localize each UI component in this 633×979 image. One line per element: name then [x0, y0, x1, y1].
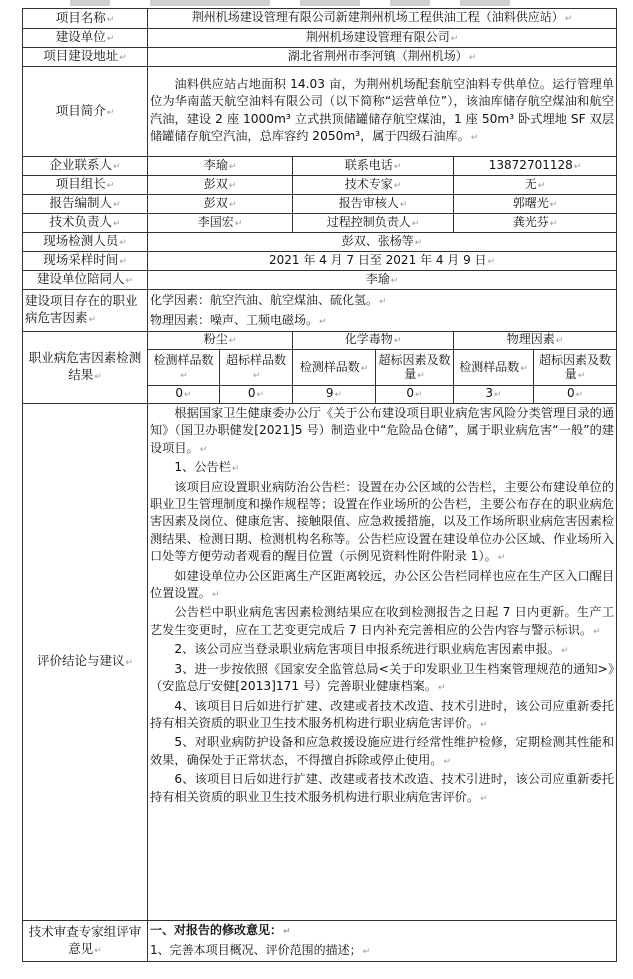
- evaluation-value: [148, 404, 617, 921]
- leader-label: 项目组长↵: [23, 176, 148, 195]
- review-label: 技术审查专家组评审意见↵: [23, 921, 148, 962]
- results-header-dust-exceed: 超标样品数↵: [220, 350, 293, 386]
- row-leader: [23, 176, 617, 195]
- reviewer-label: 报告审核人↵: [293, 195, 454, 214]
- review-heading: 一、对报告的修改意见：↵: [150, 923, 291, 937]
- evaluation-para-classification: 根据国家卫生健康委办公厅《关于公布建设项目职业病危害风险分类管理目录的通知》（国卫办职健发[2021]5 号）制造业中“危险品仓储”，属于职业病危害“一般”的建设项目。↵: [150, 406, 615, 455]
- evaluation-para-archives: 3、进一步按依照《国家安全监管总局<关于印发职业卫生档案管理规范的通知>》（安监总厅安健[2013]171 号）完善职业健康档案。↵: [150, 661, 615, 694]
- row-contact: [23, 157, 617, 176]
- results-value-chem-samples: 9↵: [293, 386, 376, 404]
- evaluation-para-bulletin-update: 公告栏中职业病危害因素检测结果应在收到检测报告之日起 7 日内更新。生产工艺发生变更时，应在工艺变更完成后 7 日内补充完善相应的公告内容与警示标识。↵: [150, 605, 615, 637]
- row-writer: [23, 195, 617, 214]
- sampling-label: 现场采样时间↵: [23, 252, 148, 271]
- escort-label: 建设单位陪同人↵: [23, 271, 148, 290]
- row-project-intro: [23, 67, 617, 157]
- row-sampling: [23, 252, 617, 271]
- results-group-chemical: 化学毒物↵: [293, 332, 454, 350]
- evaluation-label: 评价结论与建议↵: [23, 404, 148, 921]
- results-group-dust: 粉尘↵: [148, 332, 293, 350]
- review-value: [148, 921, 617, 962]
- evaluation-para-bulletin-detail: 该项目应设置职业病防治公告栏：设置在办公区域的公告栏，主要公布建设单位的职业卫生管理制度和操作规程等；设置在作业场所的公告栏，主要公布存在的职业病危害因素及岗位、健康危害、接触限值、应急救援措施，以及工作场所职业病危害因素检测结果、检测日期、检测机构名称等。公告栏应设置在建设单位办公区域、作业场所入口处等方便劳动者观看的醒目位置（示例见资料性附件附录 1）。↵: [150, 479, 615, 564]
- review-item-1: 1、完善本项目概况、评价范围的描述；↵: [150, 943, 371, 957]
- construction-unit-label: 建设单位↵: [23, 29, 148, 48]
- tech-value: 李国宏↵: [148, 214, 293, 233]
- tech-label: 技术负责人↵: [23, 214, 148, 233]
- process-value: 龚光芬↵: [454, 214, 617, 233]
- reviewer-value: 郭曙光↵: [454, 195, 617, 214]
- project-address-value: 湖北省荆州市李河镇（荆州机场）↵: [148, 48, 617, 67]
- results-header-chem-samples: 检测样品数↵: [293, 350, 376, 386]
- row-inspectors: [23, 233, 617, 252]
- evaluation-para-office-bulletin: 如建设单位办公区距离生产区距离较远，办公区公告栏同样也应在生产区入口醒目位置设置。↵: [150, 568, 615, 601]
- expert-value: 无↵: [454, 176, 617, 195]
- results-label: 职业病危害因素检测结果↵: [23, 332, 148, 404]
- project-name-label: 项目名称↵: [23, 9, 148, 29]
- project-intro-value: 油料供应站占地面积 14.03 亩，为荆州机场配套航空油料专供单位。运行管理单位为华南蓝天航空油料有限公司（以下简称“运营单位”），该油库储存航空煤油和航空汽油，建设 2 座 1000m³ 立式拱顶储罐储存航空煤油，1 座 50m³ 卧式埋地 SF 双层储罐储存航空汽油，总库容约 2050m³，属于四级石油库。↵: [148, 67, 617, 157]
- row-construction-unit: [23, 29, 617, 48]
- row-project-name: [23, 9, 617, 29]
- results-header-chem-exceed: 超标因素及数量↵: [376, 350, 454, 386]
- contact-label: 企业联系人↵: [23, 157, 148, 176]
- results-value-phys-samples: 3↵: [454, 386, 534, 404]
- evaluation-para-expansion-b: 6、该项目日后如进行扩建、改建或者技术改造、技术引进时，该公司应重新委托持有相关资质的职业卫生技术服务机构进行职业病危害评价。↵: [150, 772, 615, 804]
- results-group-physical: 物理因素↵: [454, 332, 617, 350]
- construction-unit-value: 荆州机场建设管理有限公司↵: [148, 29, 617, 48]
- evaluation-para-maintenance: 5、对职业病防护设备和应急救援设施应进行经常性维护检修，定期检测其性能和效果，确保处于正常状态，不得擅自拆除或停止使用。↵: [150, 735, 615, 767]
- process-label: 过程控制负责人↵: [293, 214, 454, 233]
- hazards-label: 建设项目存在的职业病危害因素↵: [23, 290, 148, 332]
- hazards-chemical: 化学因素：航空汽油、航空煤油、硫化氢。↵: [150, 292, 387, 307]
- writer-value: 彭双↵: [148, 195, 293, 214]
- row-project-address: [23, 48, 617, 67]
- results-header-phys-exceed: 超标因素及数量↵: [534, 350, 617, 386]
- evaluation-para-bulletin-heading: 1、公告栏↵: [174, 460, 240, 475]
- row-expert-review: [23, 921, 617, 962]
- leader-value: 彭双↵: [148, 176, 293, 195]
- results-value-chem-exceed: 0↵: [376, 386, 454, 404]
- results-value-dust-exceed: 0↵: [220, 386, 293, 404]
- row-escort: [23, 271, 617, 290]
- phone-value: 13872701128↵: [454, 157, 617, 176]
- row-hazards: [23, 290, 617, 332]
- sampling-value: 2021 年 4 月 7 日至 2021 年 4 月 9 日↵: [148, 252, 617, 271]
- phone-label: 联系电话↵: [293, 157, 454, 176]
- expert-label: 技术专家↵: [293, 176, 454, 195]
- results-header-dust-samples: 检测样品数↵: [148, 350, 220, 386]
- hazards-physical: 物理因素：噪声、工频电磁场。↵: [150, 312, 327, 327]
- escort-value: 李瑜↵: [148, 271, 617, 290]
- row-tech: [23, 214, 617, 233]
- inspectors-label: 现场检测人员↵: [23, 233, 148, 252]
- project-intro-label: 项目简介↵: [23, 67, 148, 157]
- project-address-label: 项目建设地址↵: [23, 48, 148, 67]
- row-results-groups: [23, 332, 617, 350]
- writer-label: 报告编制人↵: [23, 195, 148, 214]
- project-name-value: 荆州机场建设管理有限公司新建荆州机场工程供油工程（油料供应站）↵: [148, 9, 617, 29]
- inspectors-value: 彭双、张杨等↵: [148, 233, 617, 252]
- contact-value: 李瑜↵: [148, 157, 293, 176]
- hazards-value: [148, 290, 617, 332]
- results-value-dust-samples: 0↵: [148, 386, 220, 404]
- evaluation-para-expansion-a: 4、该项目日后如进行扩建、改建或者技术改造、技术引进时，该公司应重新委托持有相关资质的职业卫生技术服务机构进行职业病危害评价。↵: [150, 698, 615, 730]
- evaluation-form-table: [22, 8, 617, 962]
- results-value-phys-exceed: 0↵: [534, 386, 617, 404]
- row-evaluation: [23, 404, 617, 921]
- results-header-phys-samples: 检测样品数↵: [454, 350, 534, 386]
- evaluation-para-declaration: 2、该公司应当登录职业病危害项目申报系统进行职业病危害因素申报。↵: [174, 642, 569, 657]
